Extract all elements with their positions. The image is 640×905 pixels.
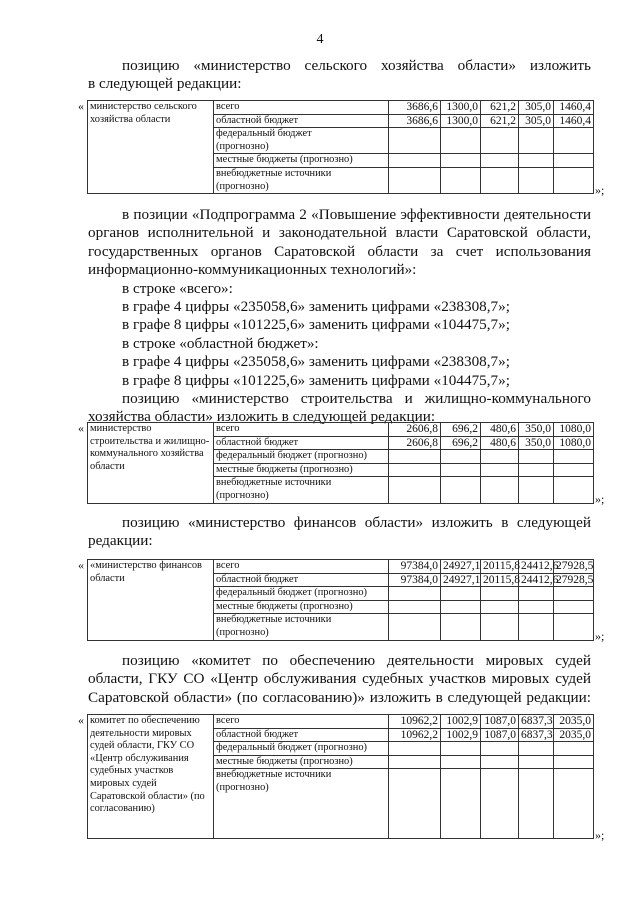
value-cell (554, 755, 594, 769)
text-line: позицию «министерство финансов области» изложить в следующей (122, 514, 591, 531)
value-cell (554, 614, 594, 640)
value-cell (389, 450, 441, 464)
value-cell: 1080,0 (554, 423, 594, 437)
value-cell: 1460,4 (554, 101, 594, 115)
value-cell: 350,0 (519, 423, 554, 437)
budget-table (87, 100, 594, 194)
value-cell (389, 614, 441, 640)
value-cell: 305,0 (519, 101, 554, 115)
value-cell (554, 463, 594, 477)
table-row (88, 101, 594, 115)
row-label: всего (214, 423, 389, 437)
row-label: областной бюджет (214, 728, 389, 742)
value-cell (389, 477, 441, 503)
value-cell: 6837,3 (519, 715, 554, 729)
value-cell: 1080,0 (554, 436, 594, 450)
value-cell (519, 128, 554, 154)
close-quote: »; (595, 492, 605, 506)
open-quote: « (78, 558, 84, 572)
value-cell (481, 167, 519, 193)
value-cell (441, 769, 481, 839)
row-label: всего (214, 715, 389, 729)
value-cell (481, 742, 519, 756)
value-cell (554, 600, 594, 614)
row-label: внебюджетные источники (прогнозно) (214, 477, 389, 503)
value-cell: 1002,9 (441, 728, 481, 742)
close-quote: »; (595, 629, 605, 643)
value-cell: 305,0 (519, 114, 554, 128)
row-label: федеральный бюджет (прогнозно) (214, 742, 389, 756)
text-line: позицию «комитет по обеспечению деятельности мировых судей (122, 652, 591, 669)
value-cell (519, 154, 554, 168)
value-cell (441, 477, 481, 503)
row-label: местные бюджеты (прогнозно) (214, 755, 389, 769)
text-line: государственных органов Саратовской области за счет использования (88, 242, 591, 260)
value-cell (554, 769, 594, 839)
value-cell (481, 450, 519, 464)
row-label: областной бюджет (214, 114, 389, 128)
value-cell: 696,2 (441, 423, 481, 437)
value-cell (554, 167, 594, 193)
value-cell: 20115,8 (481, 573, 519, 587)
value-cell: 27928,5 (554, 560, 594, 574)
row-label: всего (214, 101, 389, 115)
recipient-name: «министерство финансов области (88, 560, 214, 641)
row-label: местные бюджеты (прогнозно) (214, 463, 389, 477)
row-label: областной бюджет (214, 436, 389, 450)
value-cell: 2035,0 (554, 715, 594, 729)
text-line: редакции: (88, 532, 153, 550)
value-cell: 1087,0 (481, 715, 519, 729)
value-cell (519, 600, 554, 614)
text-line: позицию «министерство строительства и жилищно-коммунального (122, 390, 591, 408)
value-cell: 1087,0 (481, 728, 519, 742)
value-cell: 2035,0 (554, 728, 594, 742)
value-cell (519, 167, 554, 193)
close-quote: »; (595, 183, 605, 197)
budget-table (87, 422, 594, 504)
recipient-name: министерство строительства и жилищно-коммунального хозяйства области (88, 423, 214, 504)
value-cell: 1300,0 (441, 101, 481, 115)
table-row (88, 560, 594, 574)
text-line: в строке «областной бюджет»: (122, 334, 319, 352)
text-line: хозяйства области» изложить в следующей редакции: (88, 408, 436, 426)
value-cell (389, 742, 441, 756)
value-cell (441, 755, 481, 769)
value-cell: 24927,1 (441, 573, 481, 587)
value-cell (519, 477, 554, 503)
value-cell (519, 587, 554, 601)
value-cell (554, 477, 594, 503)
row-label: внебюджетные источники (прогнозно) (214, 614, 389, 640)
value-cell: 10962,2 (389, 715, 441, 729)
value-cell (554, 587, 594, 601)
value-cell (441, 742, 481, 756)
value-cell (389, 154, 441, 168)
value-cell: 10962,2 (389, 728, 441, 742)
value-cell: 480,6 (481, 423, 519, 437)
text-line: позицию «министерство сельского хозяйства области» изложить (122, 57, 591, 74)
row-label: всего (214, 560, 389, 574)
paragraph-finance (88, 514, 591, 551)
text-line: информационно-коммуникационных технологий»: (88, 261, 417, 279)
value-cell (481, 600, 519, 614)
value-cell (554, 128, 594, 154)
value-cell (519, 614, 554, 640)
open-quote: « (78, 99, 84, 113)
value-cell: 480,6 (481, 436, 519, 450)
row-label: местные бюджеты (прогнозно) (214, 154, 389, 168)
close-quote: »; (595, 828, 605, 842)
text-line: в графе 8 цифры «101225,6» заменить цифрами «104475,7»; (122, 316, 510, 334)
text-line: органов исполнительной и законодательной власти Саратовской области, (88, 224, 591, 242)
value-cell (389, 128, 441, 154)
value-cell: 97384,0 (389, 560, 441, 574)
table-row (88, 423, 594, 437)
value-cell: 24412,6 (519, 573, 554, 587)
row-label: внебюджетные источники (прогнозно) (214, 167, 389, 193)
value-cell (481, 587, 519, 601)
value-cell (554, 450, 594, 464)
text-line: в позиции «Подпрограмма 2 «Повышение эффективности деятельности (122, 206, 591, 223)
text-line: в строке «всего»: (122, 279, 233, 297)
value-cell (441, 154, 481, 168)
value-cell: 1002,9 (441, 715, 481, 729)
paragraph-agriculture (88, 57, 591, 94)
value-cell (481, 477, 519, 503)
value-cell: 3686,6 (389, 101, 441, 115)
value-cell (389, 769, 441, 839)
value-cell (441, 167, 481, 193)
value-cell: 621,2 (481, 114, 519, 128)
budget-table (87, 714, 594, 839)
value-cell: 24412,6 (519, 560, 554, 574)
paragraph-subprogram-2 (88, 206, 591, 427)
value-cell (519, 450, 554, 464)
value-cell: 2606,8 (389, 423, 441, 437)
page-number: 4 (316, 32, 324, 47)
value-cell (554, 742, 594, 756)
value-cell (519, 755, 554, 769)
value-cell: 27928,5 (554, 573, 594, 587)
open-quote: « (78, 421, 84, 435)
value-cell: 350,0 (519, 436, 554, 450)
text-line: в графе 4 цифры «235058,6» заменить цифрами «238308,7»; (122, 298, 510, 316)
value-cell: 696,2 (441, 436, 481, 450)
value-cell (481, 154, 519, 168)
value-cell (441, 600, 481, 614)
row-label: внебюджетные источники (прогнозно) (214, 769, 389, 839)
value-cell: 621,2 (481, 101, 519, 115)
value-cell: 97384,0 (389, 573, 441, 587)
budget-table (87, 559, 594, 641)
text-line: Саратовской области» (по согласованию)» изложить в следующей редакции: (88, 688, 591, 706)
value-cell (389, 587, 441, 601)
text-line: в графе 8 цифры «101225,6» заменить цифрами «104475,7»; (122, 371, 510, 389)
paragraph-judges-committee (88, 652, 591, 707)
value-cell (441, 128, 481, 154)
value-cell (441, 463, 481, 477)
value-cell (519, 742, 554, 756)
value-cell: 3686,6 (389, 114, 441, 128)
value-cell (441, 450, 481, 464)
value-cell: 2606,8 (389, 436, 441, 450)
row-label: местные бюджеты (прогнозно) (214, 600, 389, 614)
row-label: федеральный бюджет (прогнозно) (214, 587, 389, 601)
row-label: федеральный бюджет (прогнозно) (214, 450, 389, 464)
table-row (88, 715, 594, 729)
value-cell (481, 463, 519, 477)
value-cell (389, 167, 441, 193)
value-cell (481, 769, 519, 839)
value-cell (519, 463, 554, 477)
value-cell (519, 769, 554, 839)
value-cell (389, 755, 441, 769)
value-cell (389, 463, 441, 477)
value-cell (389, 600, 441, 614)
value-cell (554, 154, 594, 168)
value-cell (481, 128, 519, 154)
text-line: в графе 4 цифры «235058,6» заменить цифрами «238308,7»; (122, 353, 510, 371)
value-cell: 6837,3 (519, 728, 554, 742)
text-line: в следующей редакции: (88, 75, 242, 93)
text-line: области, ГКУ СО «Центр обслуживания судебных участков мировых судей (88, 670, 591, 688)
value-cell: 1460,4 (554, 114, 594, 128)
value-cell (481, 755, 519, 769)
row-label: федеральный бюджет (прогнозно) (214, 128, 389, 154)
value-cell (441, 587, 481, 601)
recipient-name: министерство сельского хозяйства области (88, 101, 214, 194)
value-cell: 24927,1 (441, 560, 481, 574)
row-label: областной бюджет (214, 573, 389, 587)
value-cell (481, 614, 519, 640)
open-quote: « (78, 713, 84, 727)
value-cell: 20115,8 (481, 560, 519, 574)
recipient-name: комитет по обеспечению деятельности мировых судей области, ГКУ СО «Центр обслуживания судебных участков мировых судей Саратовской области» (по согласованию) (88, 715, 214, 839)
value-cell (441, 614, 481, 640)
value-cell: 1300,0 (441, 114, 481, 128)
